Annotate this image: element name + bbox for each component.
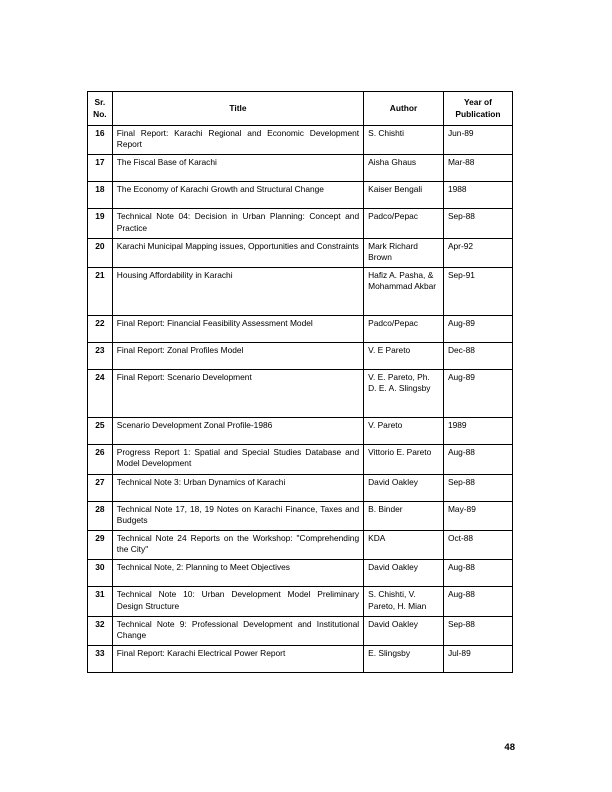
sr-cell: 18	[88, 182, 113, 209]
year-cell: Dec-88	[443, 343, 512, 370]
sr-cell: 16	[88, 126, 113, 155]
year-cell: Aug-88	[443, 587, 512, 616]
year-cell: Jul-89	[443, 646, 512, 673]
title-cell: Final Report: Karachi Electrical Power Report	[112, 646, 363, 673]
title-cell: Housing Affordability in Karachi	[112, 268, 363, 316]
title-cell: Final Report: Financial Feasibility Assessment Model	[112, 316, 363, 343]
title-cell: Final Report: Zonal Profiles Model	[112, 343, 363, 370]
table-row	[88, 531, 513, 560]
author-cell: David Oakley	[364, 560, 444, 587]
sr-cell: 27	[88, 474, 113, 501]
sr-cell: 26	[88, 445, 113, 474]
title-cell: Technical Note, 2: Planning to Meet Objectives	[112, 560, 363, 587]
table-row	[88, 238, 513, 267]
sr-cell: 29	[88, 531, 113, 560]
year-cell: Aug-89	[443, 316, 512, 343]
sr-cell: 22	[88, 316, 113, 343]
sr-cell: 31	[88, 587, 113, 616]
title-cell: Technical Note 3: Urban Dynamics of Karachi	[112, 474, 363, 501]
sr-cell: 20	[88, 238, 113, 267]
title-cell: Technical Note 24 Reports on the Workshop: "Comprehending the City"	[112, 531, 363, 560]
table-row	[88, 126, 513, 155]
title-cell: Progress Report 1: Spatial and Special Studies Database and Model Development	[112, 445, 363, 474]
header-title: Title	[112, 92, 363, 126]
sr-cell: 19	[88, 209, 113, 238]
table-row	[88, 418, 513, 445]
table-row	[88, 182, 513, 209]
author-cell: S. Chishti	[364, 126, 444, 155]
sr-cell: 17	[88, 155, 113, 182]
year-cell: May-89	[443, 501, 512, 530]
author-cell: David Oakley	[364, 616, 444, 645]
publications-table	[87, 91, 513, 673]
table-row	[88, 209, 513, 238]
year-cell: Sep-88	[443, 474, 512, 501]
author-cell: Hafiz A. Pasha, & Mohammad Akbar	[364, 268, 444, 316]
table-row	[88, 268, 513, 316]
sr-cell: 28	[88, 501, 113, 530]
year-cell: Aug-89	[443, 370, 512, 418]
author-cell: Kaiser Bengali	[364, 182, 444, 209]
year-cell: Aug-88	[443, 560, 512, 587]
table-row	[88, 155, 513, 182]
author-cell: Aisha Ghaus	[364, 155, 444, 182]
header-author: Author	[364, 92, 444, 126]
table-row	[88, 646, 513, 673]
header-year: Year of Publication	[443, 92, 512, 126]
author-cell: Padco/Pepac	[364, 316, 444, 343]
page-number: 48	[504, 742, 515, 753]
author-cell: KDA	[364, 531, 444, 560]
table-row	[88, 501, 513, 530]
sr-cell: 33	[88, 646, 113, 673]
author-cell: S. Chishti, V. Pareto, H. Mian	[364, 587, 444, 616]
title-cell: Technical Note 17, 18, 19 Notes on Karachi Finance, Taxes and Budgets	[112, 501, 363, 530]
year-cell: 1989	[443, 418, 512, 445]
title-cell: Karachi Municipal Mapping issues, Opportunities and Constraints	[112, 238, 363, 267]
author-cell: Padco/Pepac	[364, 209, 444, 238]
year-cell: Aug-88	[443, 445, 512, 474]
table-row	[88, 316, 513, 343]
sr-cell: 23	[88, 343, 113, 370]
author-cell: V. E Pareto	[364, 343, 444, 370]
table-row	[88, 445, 513, 474]
author-cell: Mark Richard Brown	[364, 238, 444, 267]
title-cell: Technical Note 10: Urban Development Model Preliminary Design Structure	[112, 587, 363, 616]
year-cell: Mar-88	[443, 155, 512, 182]
sr-cell: 24	[88, 370, 113, 418]
table-header-row	[88, 92, 513, 126]
year-cell: Jun-89	[443, 126, 512, 155]
author-cell: David Oakley	[364, 474, 444, 501]
year-cell: Sep-91	[443, 268, 512, 316]
author-cell: E. Slingsby	[364, 646, 444, 673]
author-cell: Vittorio E. Pareto	[364, 445, 444, 474]
author-cell: V. Pareto	[364, 418, 444, 445]
header-sr-no: Sr. No.	[88, 92, 113, 126]
table-row	[88, 370, 513, 418]
title-cell: Scenario Development Zonal Profile-1986	[112, 418, 363, 445]
title-cell: Technical Note 04: Decision in Urban Planning: Concept and Practice	[112, 209, 363, 238]
year-cell: Apr-92	[443, 238, 512, 267]
year-cell: Sep-88	[443, 616, 512, 645]
sr-cell: 30	[88, 560, 113, 587]
table-row	[88, 616, 513, 645]
sr-cell: 32	[88, 616, 113, 645]
sr-cell: 25	[88, 418, 113, 445]
title-cell: The Economy of Karachi Growth and Structural Change	[112, 182, 363, 209]
table-row	[88, 343, 513, 370]
table-row	[88, 587, 513, 616]
author-cell: V. E. Pareto, Ph. D. E. A. Slingsby	[364, 370, 444, 418]
sr-cell: 21	[88, 268, 113, 316]
author-cell: B. Binder	[364, 501, 444, 530]
year-cell: Sep-88	[443, 209, 512, 238]
year-cell: 1988	[443, 182, 512, 209]
title-cell: Final Report: Scenario Development	[112, 370, 363, 418]
table-row	[88, 560, 513, 587]
year-cell: Oct-88	[443, 531, 512, 560]
title-cell: Technical Note 9: Professional Development and Institutional Change	[112, 616, 363, 645]
title-cell: The Fiscal Base of Karachi	[112, 155, 363, 182]
table-row	[88, 474, 513, 501]
title-cell: Final Report: Karachi Regional and Economic Development Report	[112, 126, 363, 155]
